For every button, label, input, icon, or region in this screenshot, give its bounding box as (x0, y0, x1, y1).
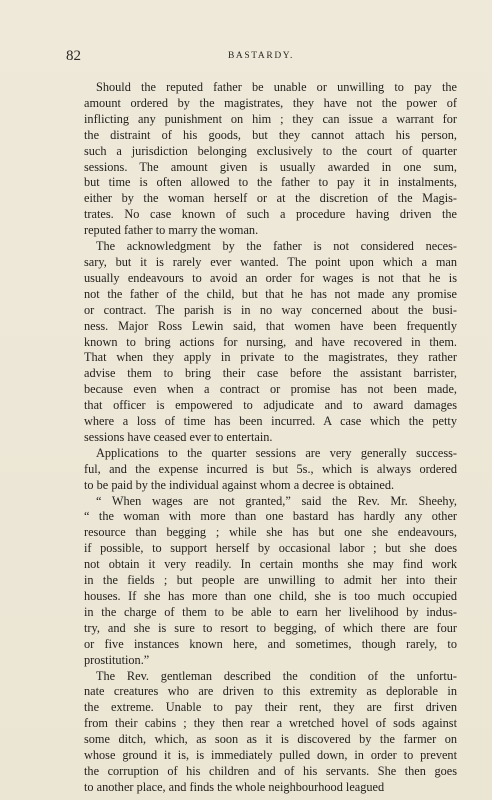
text-line: resource than begging ; while she has but one she endeavours, (84, 525, 457, 540)
text-line: sary, but it is rarely ever wanted. The point upon which a man (84, 254, 457, 269)
text-line: trates. No case known of such a procedure having driven the (84, 207, 457, 222)
text-line: not obtain it very readily. In certain months she may find work (84, 557, 457, 572)
paragraph (84, 239, 457, 446)
text-line: try, and she is sure to resort to begging, of which there are four (84, 620, 457, 635)
text-line: inflicting any punishment on him ; they can issue a warrant for (84, 111, 457, 126)
text-line: from their cabins ; they then rear a wretched hovel of sods against (84, 716, 457, 731)
text-line: the distraint of his goods, but they cannot attach his person, (84, 127, 457, 142)
text-line: some ditch, which, as soon as it is discovered by the farmer on (84, 732, 457, 747)
text-line: nate creatures who are driven to this extremity as deplorable in (84, 684, 457, 699)
text-line: or contract. The parish is in no way concerned about the busi- (84, 302, 457, 317)
paragraph (84, 494, 457, 669)
text-line: where a loss of time has been incurred. A case which the petty (84, 414, 457, 429)
text-line: the corruption of his children and of his servants. She then goes (84, 763, 457, 778)
paragraph (84, 80, 457, 239)
text-line: in the charge of them to be able to earn her livelihood by indus- (84, 604, 457, 619)
text-line: The Rev. gentleman described the condition of the unfortu- (96, 668, 457, 683)
text-line: not the father of the child, but that he has not made any promise (84, 286, 457, 301)
text-line: ful, and the expense incurred is but 5s., which is always ordered (84, 461, 457, 476)
text-line: but time is often allowed to the father to pay it in instalments, (84, 175, 457, 190)
text-line: sessions have ceased ever to entertain. (84, 429, 273, 444)
text-line: That when they apply in private to the magistrates, they rather (84, 350, 457, 365)
text-line: to be paid by the individual against whom a decree is obtained. (84, 477, 395, 492)
text-line: if possible, to support herself by occasional labor ; but she does (84, 541, 457, 556)
text-line: whose ground it is, is immediately pulled down, in order to prevent (84, 748, 457, 763)
text-line: houses. If she has more than one child, she is too much occupied (84, 589, 457, 603)
text-line: The acknowledgment by the father is not considered neces- (96, 239, 457, 254)
body-text (84, 80, 457, 796)
text-line: Applications to the quarter sessions are very generally success- (96, 445, 457, 460)
text-line: the extreme. Unable to pay their rent, they are first driven (84, 700, 457, 715)
text-line: such a jurisdiction belonging exclusively to the court of quarter (84, 143, 457, 158)
text-line: amount ordered by the magistrates, they have not the power of (84, 95, 457, 110)
text-line: ness. Major Ross Lewin said, that women have been frequently (84, 318, 457, 333)
text-line: usually endeavours to avoid an order for wages is not that he is (84, 270, 457, 285)
text-line: either by the woman herself or at the discretion of the Magis- (84, 191, 457, 206)
text-line: to another place, and finds the whole neighbourhood leagued (84, 779, 385, 794)
text-line: that officer is empowered to adjudicate and to award damages (84, 398, 457, 413)
paragraph (84, 669, 457, 796)
text-line: because even when a contract or promise has not been made, (84, 382, 457, 397)
text-line: known to bring actions for nursing, and have recovered in them. (84, 334, 457, 349)
text-line: “ When wages are not granted,” said the Rev. Mr. Sheehy, (96, 493, 457, 508)
text-line: prostitution.” (84, 652, 150, 667)
page-number: 82 (66, 48, 81, 64)
text-line: reputed father to marry the woman. (84, 223, 259, 238)
text-line: or five instances known here, and sometimes, though rarely, to (84, 636, 457, 651)
paragraph (84, 446, 457, 494)
text-line: “ the woman with more than one bastard has hardly any other (84, 509, 457, 524)
running-head (66, 46, 456, 66)
text-line: sessions. The amount given is usually awarded in one sum, (84, 159, 457, 174)
text-line: in the fields ; but people are unwilling to admit her into their (84, 573, 457, 588)
text-line: Should the reputed father be unable or unwilling to pay the (96, 80, 457, 94)
text-line: advise them to bring their case before the assistant barrister, (84, 366, 457, 381)
running-title: BASTARDY. (228, 51, 294, 61)
